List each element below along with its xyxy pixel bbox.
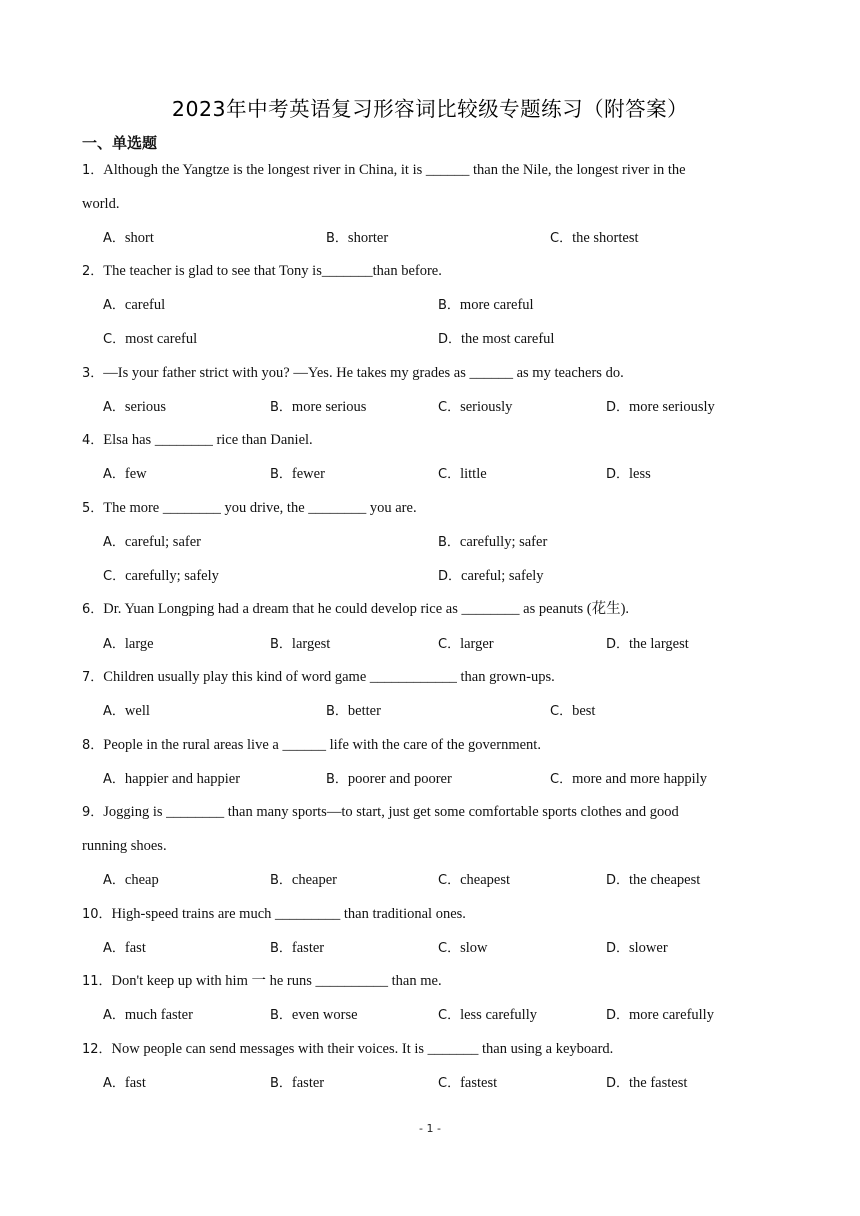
question-number: 9． bbox=[82, 805, 104, 820]
question-text: —Is your father strict with you? —Yes. He takes my grades as ______ as my teachers do. bbox=[103, 365, 624, 381]
option-d[interactable]: D．the most careful bbox=[438, 331, 555, 347]
option-c[interactable]: C．less carefully bbox=[438, 1007, 537, 1023]
option-a[interactable]: A．much faster bbox=[103, 1007, 193, 1023]
question-text: Although the Yangtze is the longest river in China, it is ______ than the Nile, the longest river in the bbox=[103, 162, 686, 178]
option-a[interactable]: A．short bbox=[103, 230, 154, 246]
option-a[interactable]: A．careful; safer bbox=[103, 534, 201, 550]
question-number: 1． bbox=[82, 163, 104, 178]
page-title: 2023年中考英语复习形容词比较级专题练习（附答案） bbox=[171, 97, 689, 121]
question-5-stem bbox=[82, 498, 417, 519]
option-a[interactable]: A．happier and happier bbox=[103, 771, 241, 787]
option-a[interactable]: A．fast bbox=[103, 1075, 146, 1091]
question-number: 2． bbox=[82, 264, 104, 279]
question-text: Don't keep up with him 一 he runs __________ than me. bbox=[111, 973, 442, 989]
option-b[interactable]: B．better bbox=[326, 703, 381, 719]
option-c[interactable]: C．fastest bbox=[438, 1075, 498, 1091]
option-a[interactable]: A．fast bbox=[103, 940, 146, 956]
option-c[interactable]: C．carefully; safely bbox=[103, 568, 219, 584]
question-text: The teacher is glad to see that Tony is_______than before. bbox=[103, 263, 442, 279]
option-c[interactable]: C．larger bbox=[438, 636, 494, 652]
option-a[interactable]: A．few bbox=[103, 466, 147, 482]
question-7-stem bbox=[82, 667, 555, 688]
option-b[interactable]: B．poorer and poorer bbox=[326, 771, 452, 787]
option-d[interactable]: D．careful; safely bbox=[438, 568, 544, 584]
option-d[interactable]: D．the cheapest bbox=[606, 872, 701, 888]
option-b[interactable]: B．carefully; safer bbox=[438, 534, 548, 550]
option-c[interactable]: C．little bbox=[438, 466, 487, 482]
option-d[interactable]: D．more seriously bbox=[606, 399, 715, 415]
option-b[interactable]: B．fewer bbox=[270, 466, 325, 482]
option-d[interactable]: D．the fastest bbox=[606, 1075, 688, 1091]
question-number: 10． bbox=[82, 907, 112, 922]
option-c[interactable]: C．cheapest bbox=[438, 872, 510, 888]
question-9-stem bbox=[82, 802, 679, 823]
question-number: 11． bbox=[82, 974, 112, 989]
question-12-stem bbox=[82, 1039, 613, 1060]
question-number: 8． bbox=[82, 738, 104, 753]
question-text: Elsa has ________ rice than Daniel. bbox=[103, 432, 313, 448]
question-number: 12． bbox=[82, 1042, 112, 1057]
option-d[interactable]: D．the largest bbox=[606, 636, 689, 652]
question-4-stem bbox=[82, 430, 313, 451]
question-1-stem bbox=[82, 160, 686, 181]
question-10-stem bbox=[82, 904, 466, 925]
page-number: - 1 - bbox=[419, 1122, 441, 1135]
question-text: Now people can send messages with their voices. It is _______ than using a keyboard. bbox=[111, 1041, 614, 1057]
question-text: High-speed trains are much _________ than traditional ones. bbox=[111, 906, 466, 922]
option-b[interactable]: B．cheaper bbox=[270, 872, 337, 888]
question-number: 4． bbox=[82, 433, 104, 448]
question-number: 3． bbox=[82, 366, 104, 381]
option-a[interactable]: A．large bbox=[103, 636, 154, 652]
question-6-stem bbox=[82, 599, 629, 620]
option-c[interactable]: C．the shortest bbox=[550, 230, 639, 246]
question-2-stem bbox=[82, 261, 442, 282]
option-c[interactable]: C．more and more happily bbox=[550, 771, 707, 787]
question-1-stem-cont: world. bbox=[82, 196, 120, 212]
question-11-stem bbox=[82, 971, 442, 992]
option-d[interactable]: D．less bbox=[606, 466, 651, 482]
option-b[interactable]: B．faster bbox=[270, 1075, 325, 1091]
question-text: Jogging is ________ than many sports—to start, just get some comfortable sports clothes and good bbox=[103, 804, 679, 820]
option-b[interactable]: B．shorter bbox=[326, 230, 389, 246]
option-a[interactable]: A．cheap bbox=[103, 872, 159, 888]
option-b[interactable]: B．largest bbox=[270, 636, 331, 652]
option-b[interactable]: B．more careful bbox=[438, 297, 534, 313]
question-number: 7． bbox=[82, 670, 104, 685]
question-text: The more ________ you drive, the ________ you are. bbox=[103, 500, 417, 516]
option-c[interactable]: C．best bbox=[550, 703, 596, 719]
option-c[interactable]: C．most careful bbox=[103, 331, 198, 347]
question-text: Dr. Yuan Longping had a dream that he could develop rice as ________ as peanuts (花生). bbox=[103, 601, 630, 617]
option-c[interactable]: C．seriously bbox=[438, 399, 513, 415]
option-a[interactable]: A．serious bbox=[103, 399, 166, 415]
option-d[interactable]: D．slower bbox=[606, 940, 668, 956]
option-d[interactable]: D．more carefully bbox=[606, 1007, 714, 1023]
option-c[interactable]: C．slow bbox=[438, 940, 488, 956]
option-b[interactable]: B．even worse bbox=[270, 1007, 358, 1023]
option-b[interactable]: B．more serious bbox=[270, 399, 367, 415]
question-text: Children usually play this kind of word game ____________ than grown-ups. bbox=[103, 669, 555, 685]
option-b[interactable]: B．faster bbox=[270, 940, 325, 956]
question-8-stem bbox=[82, 735, 541, 756]
question-9-stem-cont: running shoes. bbox=[82, 838, 167, 854]
question-number: 6． bbox=[82, 602, 104, 617]
question-number: 5． bbox=[82, 501, 104, 516]
question-3-stem bbox=[82, 363, 624, 384]
question-text: People in the rural areas live a ______ life with the care of the government. bbox=[103, 737, 541, 753]
option-a[interactable]: A．careful bbox=[103, 297, 166, 313]
section-heading: 一、单选题 bbox=[82, 134, 158, 152]
option-a[interactable]: A．well bbox=[103, 703, 150, 719]
